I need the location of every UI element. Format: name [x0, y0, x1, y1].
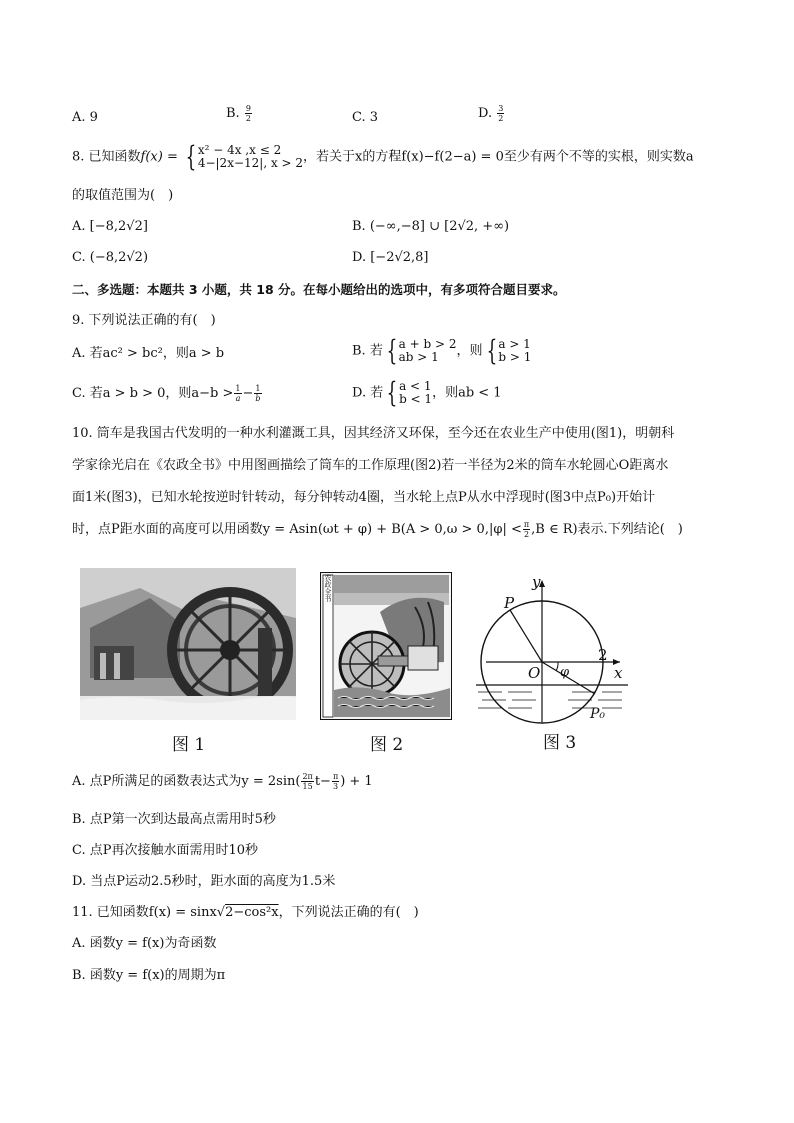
q11-option-a: A. 函数y = f(x)为奇函数	[72, 936, 217, 951]
figure-1-caption: 图 1	[172, 735, 206, 755]
q9-option-c	[72, 384, 263, 404]
q7-option-d	[478, 104, 505, 124]
figure-3-phi-label: φ	[560, 665, 570, 680]
q9-option-b-pre: B. 若	[352, 343, 383, 359]
q9-stem: 9. 下列说法正确的有( )	[72, 313, 216, 328]
figure-3-x-label: x	[614, 664, 623, 682]
q10-line4-pre: 时，点P距水面的高度可以用函数y = Asin(ωt + φ) + B(A > 0,ω > 0,|φ| <	[72, 522, 522, 537]
q7-option-d-label: D.	[478, 106, 497, 121]
q8-option-b: B. (−∞,−8] ∪ [2√2, +∞)	[352, 219, 510, 234]
figure-3-radius-label: 2	[598, 646, 608, 664]
brace-icon: {	[386, 376, 398, 409]
figure-3-p0-label: P₀	[590, 706, 606, 722]
q7-option-c: C. 3	[352, 110, 379, 125]
minus: −	[242, 386, 254, 401]
frac-num: 9	[245, 104, 251, 113]
q7-option-b	[226, 104, 253, 124]
q7-option-d-fraction	[497, 104, 504, 123]
frac-num: 2π	[302, 772, 313, 781]
figure-2-side-text: 农政全书	[324, 574, 332, 602]
q8-func: f(x) =	[140, 149, 182, 165]
q9-option-d-post: ，则ab < 1	[432, 385, 502, 401]
q10-option-a-frac-1	[301, 772, 313, 791]
case: a > 1	[498, 337, 531, 351]
q10-line4-post: ,B ∈ R)表示.下列结论( )	[531, 522, 683, 537]
q8-option-d: D. [−2√2,8]	[352, 250, 429, 265]
q11-stem-sqrt: 2−cos²x	[225, 905, 279, 920]
frac-den: 3	[333, 782, 339, 791]
q7-option-b-label: B.	[226, 106, 244, 121]
q8-stem-post: ，若关于x的方程f(x)−f(2−a) = 0至少有两个不等的实根，则实数a	[303, 149, 694, 165]
figure-3-svg	[472, 572, 632, 724]
q9-option-d-pre: D. 若	[352, 385, 384, 401]
q10-option-a-frac-2	[332, 772, 339, 791]
brace-icon: {	[185, 140, 197, 173]
q10-option-a	[72, 772, 373, 792]
q8-option-c: C. (−8,2√2)	[72, 250, 149, 265]
q10-option-b: B. 点P第一次到达最高点需用时5秒	[72, 812, 276, 827]
case: b < 1	[399, 392, 433, 406]
q9-option-b	[352, 334, 532, 367]
frac-num: π	[523, 520, 530, 529]
q9-option-a: A. 若ac² > bc²，则a > b	[72, 346, 225, 361]
figure-3-caption: 图 3	[543, 733, 577, 753]
frac-den: 15	[302, 782, 313, 791]
brace-icon: {	[386, 334, 398, 367]
q8-stem-line2: 的取值范围为( )	[72, 188, 174, 203]
q8-stem	[72, 140, 694, 173]
q9-option-d	[352, 376, 502, 409]
q9-option-b-cases-1	[399, 338, 457, 364]
waterwheel-photo-image	[80, 568, 296, 720]
figure-3-y-label: y	[532, 573, 541, 591]
frac-num: 3	[498, 104, 504, 113]
q8-case-2: 4−|2x−12|, x > 2	[197, 156, 304, 170]
case: a < 1	[399, 379, 432, 393]
q8-stem-pre: 8. 已知函数	[72, 149, 141, 165]
figure-1-waterwheel-photo	[80, 568, 296, 720]
frac-den: a	[235, 394, 241, 403]
q9-option-c-frac-2	[254, 384, 261, 403]
case: ab > 1	[398, 350, 439, 364]
figure-3-o-label: O	[528, 664, 541, 682]
q8-case-1: x² − 4x ,x ≤ 2	[197, 143, 282, 157]
figure-3-diagram	[472, 572, 632, 724]
q10-line4	[72, 520, 683, 540]
q10-option-a-post: ) + 1	[340, 774, 373, 789]
q11-stem	[72, 903, 419, 923]
q11-option-b: B. 函数y = f(x)的周期为π	[72, 968, 226, 983]
q11-stem-pre: 11. 已知函数f(x) = sinx	[72, 905, 217, 920]
q9-option-b-mid: ，则	[456, 343, 483, 359]
q7-option-a: A. 9	[72, 110, 98, 125]
q9-option-c-frac-1	[234, 384, 241, 403]
frac-den: 2	[245, 114, 251, 123]
q10-option-d: D. 当点P运动2.5秒时，距水面的高度为1.5米	[72, 874, 336, 889]
frac-den: b	[255, 394, 261, 403]
q10-line1: 10. 筒车是我国古代发明的一种水利灌溉工具，因其经济又环保，至今还在农业生产中使用(图1)，明朝科	[72, 426, 675, 441]
q10-line2: 学家徐光启在《农政全书》中用图画描绘了筒车的工作原理(图2)若一半径为2米的筒车水轮圆心O距离水	[72, 458, 669, 473]
q10-option-a-mid: t−	[314, 774, 331, 789]
frac-num: 1	[235, 384, 241, 393]
q9-option-d-cases	[399, 380, 432, 406]
figure-3-p-label: P	[504, 594, 515, 612]
q8-cases	[198, 144, 303, 170]
brace-icon: {	[486, 334, 497, 367]
q10-line3: 面1米(图3)，已知水轮按逆时针转动，每分钟转动4圈，当水轮上点P从水中浮现时(图3中点P₀)开始计	[72, 490, 656, 505]
q9-option-c-pre: C. 若a > b > 0，则a−b >	[72, 386, 234, 401]
q7-option-b-fraction	[245, 104, 252, 123]
q10-line4-frac	[523, 520, 530, 539]
figure-2-caption: 图 2	[370, 735, 404, 755]
q11-stem-post: ，下列说法正确的有( )	[278, 905, 419, 920]
q10-option-a-pre: A. 点P所满足的函数表达式为y = 2sin(	[72, 774, 301, 789]
q8-option-a: A. [−8,2√2]	[72, 219, 148, 234]
case: b > 1	[498, 350, 532, 364]
frac-num: π	[332, 772, 339, 781]
q10-option-c: C. 点P再次接触水面需用时10秒	[72, 843, 259, 858]
section2-heading: 二、多选题：本题共 3 小题，共 18 分。在每小题给出的选项中，有多项符合题目要求。	[72, 282, 566, 297]
frac-num: 1	[255, 384, 261, 393]
q9-option-b-cases-2	[498, 338, 531, 364]
sqrt-icon: √	[216, 905, 226, 920]
frac-den: 2	[498, 114, 504, 123]
figure-2-engraving	[320, 572, 452, 720]
engraving-image	[320, 572, 452, 720]
case: a + b > 2	[398, 337, 457, 351]
frac-den: 2	[523, 530, 530, 539]
